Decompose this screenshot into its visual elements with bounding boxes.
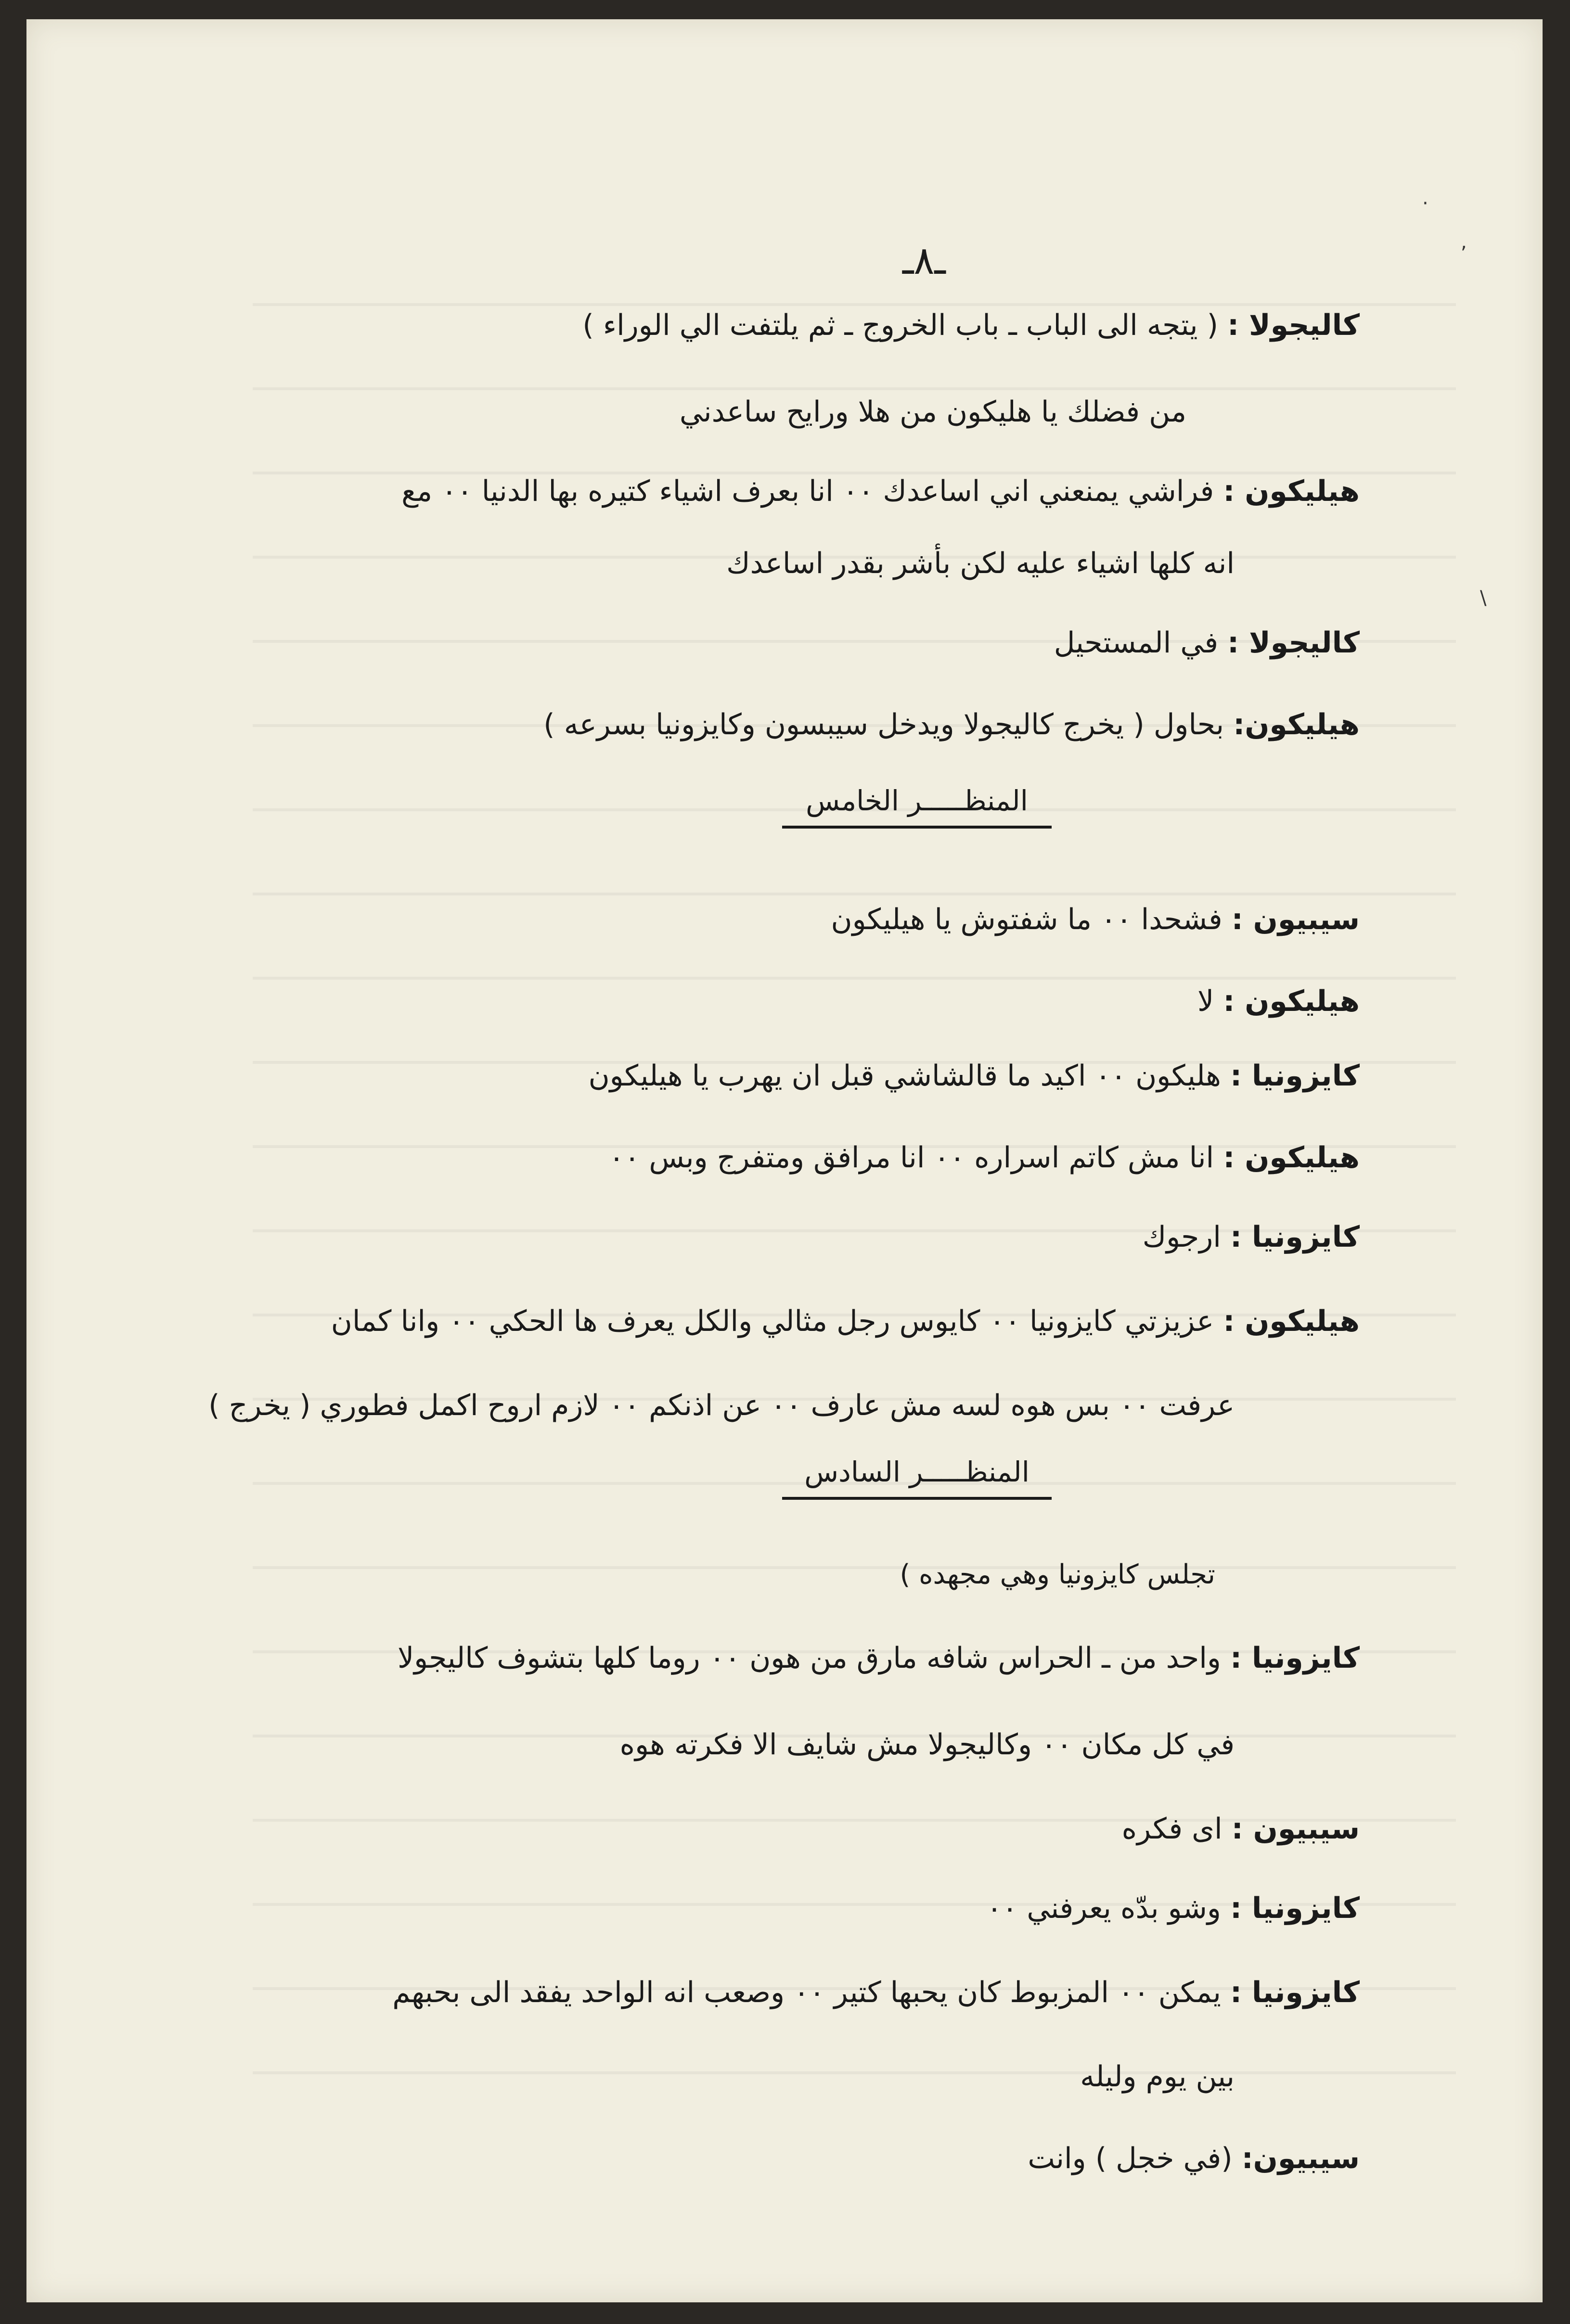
dialogue-line: [392, 1975, 1360, 2010]
document-page: [26, 19, 1543, 2302]
heading-underline: [782, 1497, 1052, 1500]
dialogue-line: [1143, 1220, 1360, 1254]
speaker-name: سيبيون :: [1231, 1812, 1360, 1846]
dialogue-text: فراشي يمنعني اني اساعدك ٠٠ انا بعرف اشياء كتيره بها الدنيا ٠٠ مع: [401, 474, 1214, 508]
dialogue-text: اى فكره: [1121, 1812, 1223, 1846]
scene-heading: [729, 1456, 1105, 1500]
dialogue-text: عزيزتي كايزونيا ٠٠ كايوس رجل مثالي والكل يعرف ها الحكي ٠٠ وانا كمان: [331, 1304, 1214, 1338]
dialogue-text: بحاول ( يخرج كاليجولا ويدخل سيبسون وكايزونيا بسرعه ): [543, 708, 1224, 741]
speaker-name: سيبيون:: [1241, 2142, 1360, 2175]
dialogue-line: [1080, 2059, 1235, 2094]
dialogue-line: [582, 308, 1360, 343]
heading-underline: [782, 826, 1052, 829]
speaker-name: هيليكون :: [1223, 1304, 1360, 1338]
stage-direction: تجلس كايزونيا وهي مجهده ): [900, 1559, 1215, 1590]
speaker-name: هيليكون :: [1223, 1141, 1360, 1175]
dialogue-line: [398, 1641, 1360, 1675]
dialogue-text: في كل مكان ٠٠ وكاليجولا مش شايف الا فكرته هوه: [619, 1728, 1235, 1762]
scene-title: المنظـــــر الخامس: [806, 784, 1028, 817]
dialogue-line: [609, 1140, 1360, 1175]
speaker-name: كايزونيا :: [1230, 1891, 1360, 1925]
dialogue-text: فشحدا ٠٠ ما شفتوش يا هيليكون: [831, 903, 1223, 936]
speaker-name: كايزونيا :: [1230, 1059, 1360, 1093]
dialogue-text: في المستحيل: [1054, 626, 1219, 660]
speaker-name: كايزونيا :: [1230, 1641, 1360, 1675]
margin-mark: \: [1480, 587, 1487, 609]
dialogue-text: انا مش كاتم اسراره ٠٠ انا مرافق ومتفرج وبس ٠٠: [608, 1141, 1214, 1175]
dialogue-line: [680, 395, 1186, 429]
dialogue-line: [589, 1059, 1360, 1093]
speaker-name: كايزونيا :: [1230, 1976, 1360, 2009]
dialogue-text: هليكون ٠٠ اكيد ما قالشاشي قبل ان يهرب يا هيليكون: [588, 1059, 1221, 1093]
margin-mark: ,: [1461, 231, 1467, 253]
dialogue-line: [1028, 2141, 1360, 2176]
dialogue-line: [726, 546, 1235, 581]
dialogue-line: [1197, 984, 1360, 1019]
dialogue-text: (في خجل ) وانت: [1028, 2142, 1233, 2175]
speaker-name: كاليجولا :: [1227, 626, 1360, 660]
scene-title: المنظـــــر السادس: [804, 1456, 1030, 1488]
speaker-name: كايزونيا :: [1230, 1220, 1360, 1254]
dialogue-text: واحد من ـ الحراس شافه مارق من هون ٠٠ روما كلها بتشوف كاليجولا: [397, 1641, 1221, 1675]
speaker-name: هيليكون:: [1233, 708, 1360, 741]
dialogue-line: [208, 1388, 1235, 1423]
speaker-name: سيبيون :: [1231, 903, 1360, 936]
dialogue-text: بين يوم وليله: [1080, 2060, 1235, 2094]
dialogue-line: [1054, 626, 1360, 660]
dialogue-line: [831, 902, 1360, 937]
dialogue-text: عرفت ٠٠ بس هوه لسه مش عارف ٠٠ عن اذنكم ٠٠ لازم اروح اكمل فطوري ( يخرج ): [208, 1389, 1235, 1422]
dialogue-line: [331, 1304, 1360, 1339]
dialogue-line: [987, 1891, 1360, 1926]
dialogue-line: [543, 707, 1360, 742]
dialogue-line: [620, 1727, 1235, 1762]
margin-mark: ·: [1422, 192, 1428, 215]
dialogue-text: وشو بدّه يعرفني ٠٠: [986, 1891, 1221, 1925]
dialogue-text: لا: [1197, 984, 1214, 1018]
page-number: ـ٨ـ: [902, 238, 946, 283]
dialogue-text: ( يتجه الى الباب ـ باب الخروج ـ ثم يلتفت الي الوراء ): [582, 308, 1219, 342]
dialogue-line: [401, 474, 1360, 509]
dialogue-text: ارجوك: [1142, 1220, 1221, 1254]
speaker-name: هيليكون :: [1223, 984, 1360, 1018]
dialogue-text: انه كلها اشياء عليه لكن بأشر بقدر اساعدك: [726, 547, 1235, 580]
speaker-name: كاليجولا :: [1227, 308, 1360, 342]
dialogue-text: من فضلك يا هليكون من هلا ورايح ساعدني: [679, 395, 1186, 429]
dialogue-text: يمكن ٠٠ المزبوط كان يحبها كتير ٠٠ وصعب انه الواحد يفقد الى بحبهم: [392, 1976, 1221, 2009]
scene-heading: [729, 784, 1105, 829]
dialogue-line: [1122, 1812, 1360, 1846]
speaker-name: هيليكون :: [1223, 474, 1360, 508]
